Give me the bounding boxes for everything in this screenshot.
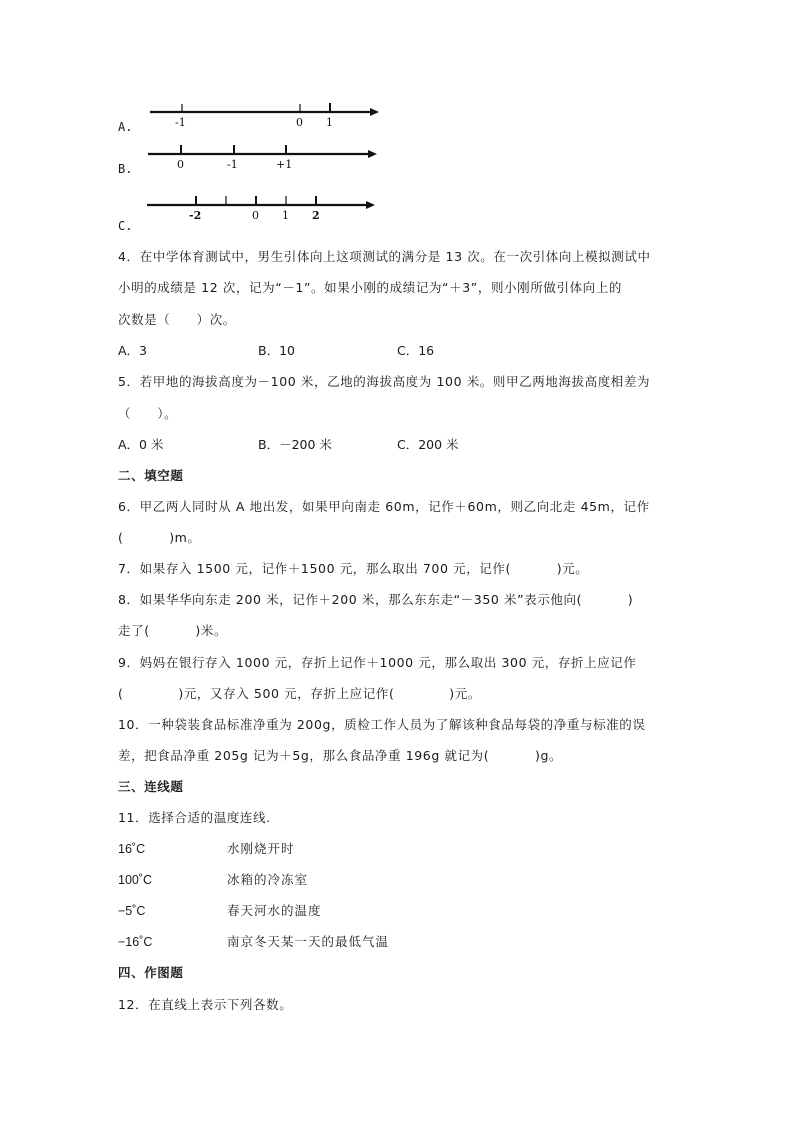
- number-line-b: [140, 140, 385, 172]
- tick-label: 1: [326, 116, 333, 129]
- question-4-line-1: 4．在中学体育测试中，男生引体向上这项测试的满分是 13 次。在一次引体向上模拟测试中: [118, 249, 651, 264]
- place-item[interactable]: 南京冬天某一天的最低气温: [227, 934, 390, 949]
- question-8-line-1: 8．如果华华向东走 200 米，记作＋200 米，那么东东走“－350 米”表示他向( ): [118, 592, 634, 607]
- question-10-line-1: 10．一种袋装食品标准净重为 200g，质检工作人员为了解该种食品每袋的净重与标准的误: [118, 717, 646, 732]
- question-6-line-2: ( )m。: [118, 530, 201, 545]
- tick-label: 2: [312, 209, 320, 222]
- temperature-item[interactable]: 16˚C: [118, 842, 146, 856]
- question-4-option-a[interactable]: A．3: [118, 343, 148, 358]
- question-5-line-2: （ ）。: [118, 406, 178, 421]
- place-item[interactable]: 春天河水的温度: [227, 903, 322, 918]
- question-4-line-3: 次数是（ ）次。: [118, 312, 236, 327]
- temperature-item[interactable]: 100˚C: [118, 873, 153, 887]
- option-c-label: C.: [118, 219, 133, 233]
- question-5-option-c[interactable]: C．200 米: [397, 437, 459, 452]
- question-11-title: 11．选择合适的温度连线.: [118, 810, 271, 825]
- question-5-option-b[interactable]: B．－200 米: [258, 437, 332, 452]
- question-8-line-2: 走了( )米。: [118, 623, 228, 638]
- tick-label: -1: [175, 116, 186, 129]
- section-heading-matching: 三、连线题: [118, 779, 184, 794]
- number-line-a: [140, 98, 385, 130]
- temperature-item[interactable]: −5˚C: [118, 904, 146, 918]
- arrow-head-icon: [368, 150, 377, 158]
- place-item[interactable]: 冰箱的冷冻室: [227, 872, 309, 887]
- question-5-option-a[interactable]: A．0 米: [118, 437, 164, 452]
- question-5-line-1: 5．若甲地的海拔高度为－100 米，乙地的海拔高度为 100 米。则甲乙两地海拔高度相差为: [118, 374, 651, 389]
- option-a-label: A.: [118, 120, 133, 134]
- place-item[interactable]: 水刚烧开时: [227, 841, 295, 856]
- arrow-head-icon: [370, 108, 379, 116]
- arrow-head-icon: [366, 201, 375, 209]
- tick-label: 0: [252, 209, 259, 222]
- tick-label: 0: [177, 158, 184, 171]
- section-heading-drawing: 四、作图题: [118, 965, 184, 980]
- question-4-line-2: 小明的成绩是 12 次，记为“－1”。如果小刚的成绩记为“＋3”，则小刚所做引体向上的: [118, 280, 622, 295]
- question-4-option-b[interactable]: B．10: [258, 343, 295, 358]
- question-10-line-2: 差，把食品净重 205g 记为＋5g，那么食品净重 196g 就记为( )g。: [118, 748, 563, 763]
- tick-label: -2: [189, 209, 202, 222]
- tick-label: -1: [227, 158, 238, 171]
- tick-label: 0: [296, 116, 303, 129]
- question-9-line-1: 9．妈妈在银行存入 1000 元，存折上记作＋1000 元，那么取出 300 元，存折上应记作: [118, 655, 637, 670]
- tick-label: +1: [276, 158, 293, 171]
- option-b-label: B.: [118, 162, 133, 176]
- question-9-line-2: ( )元，又存入 500 元，存折上应记作( )元。: [118, 686, 481, 701]
- question-4-option-c[interactable]: C．16: [397, 343, 435, 358]
- tick-label: 1: [282, 209, 289, 222]
- number-line-c: [140, 191, 385, 223]
- section-heading-fill-blank: 二、填空题: [118, 468, 184, 483]
- question-6-line-1: 6．甲乙两人同时从 A 地出发，如果甲向南走 60m，记作＋60m，则乙向北走 45m，记作: [118, 499, 650, 514]
- temperature-item[interactable]: −16˚C: [118, 935, 153, 949]
- question-7: 7．如果存入 1500 元，记作＋1500 元，那么取出 700 元，记作( )元。: [118, 561, 589, 576]
- question-12: 12．在直线上表示下列各数。: [118, 997, 293, 1012]
